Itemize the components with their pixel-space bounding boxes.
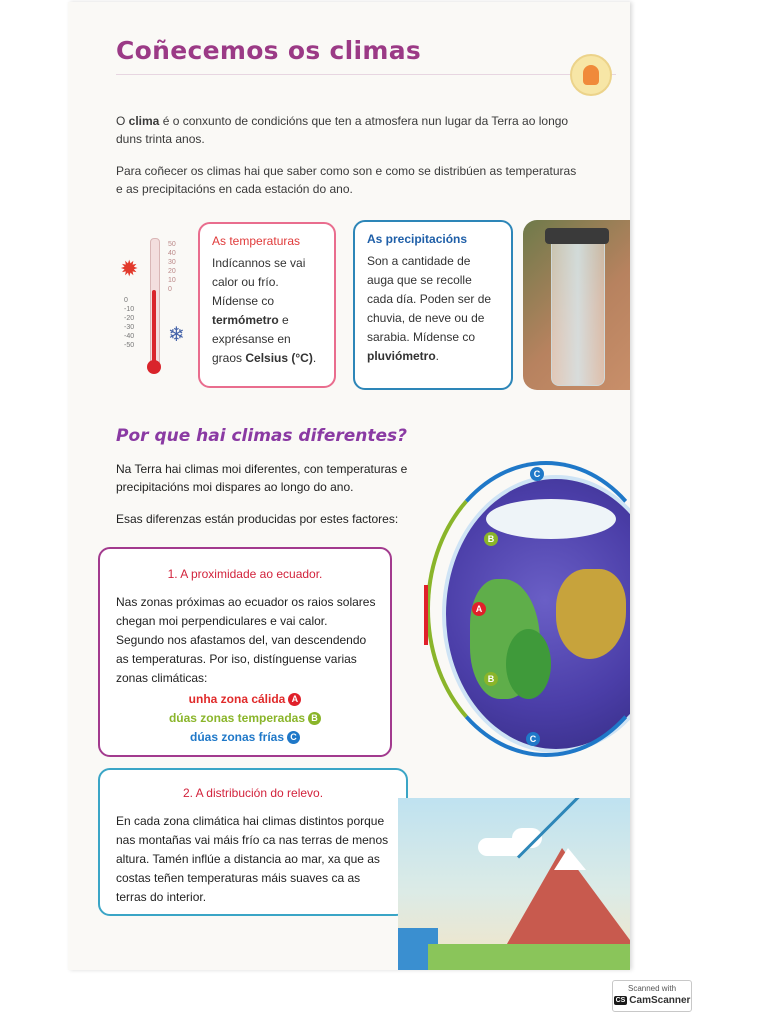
- thermometer-illustration: [116, 230, 198, 380]
- why-paragraph-2: Esas diferenzas están producidas por estes factores:: [116, 512, 399, 526]
- temperatures-box: [198, 222, 336, 388]
- zone-b-marker: B: [308, 712, 321, 725]
- factor-equator-box: [98, 547, 392, 757]
- scale-tick: 10: [168, 277, 176, 284]
- scanner-caption: Scanned with: [627, 984, 677, 993]
- precipitation-heading: As precipitacións: [367, 232, 468, 246]
- title-divider: [116, 74, 616, 75]
- globe-marker-b-top: B: [484, 532, 498, 546]
- intro-1-before: O: [116, 114, 129, 128]
- scale-tick: 0: [168, 286, 172, 293]
- badge-figure-icon: [583, 65, 599, 85]
- temperatures-text-1: Indícannos se vai calor ou frío. Mídense co: [212, 256, 306, 308]
- globe-marker-c-top: C: [530, 467, 544, 481]
- scale-tick: -50: [124, 342, 135, 349]
- zone-cold: [100, 728, 390, 747]
- intro-paragraph-2: Para coñecer os climas hai que saber como son e como se distribúen as temperaturas e as precipitacións en cada estación do ano.: [116, 164, 577, 196]
- lowland-area: [428, 944, 630, 970]
- mountain-illustration: [398, 798, 630, 970]
- why-heading: Por que hai climas diferentes?: [116, 426, 408, 446]
- mountain-snowcap: [554, 848, 586, 870]
- scanner-logo-icon: CS: [615, 997, 626, 1004]
- textbook-page: [68, 2, 630, 970]
- rain-gauge-cap: [545, 228, 609, 244]
- precipitation-text: [367, 252, 499, 366]
- corner-badge-icon: [570, 54, 612, 96]
- precipitation-text-2: .: [435, 349, 440, 363]
- factor-2-text: En cada zona climática hai climas distintos porque nas montañas vai máis frío ca nas terras de menos altura. Tamén inflúe a distancia ao mar, xa que as costas teñen temperaturas máis suaves ca as terras do interior.: [116, 814, 389, 904]
- factor-2-heading: 2. A distribución do relevo.: [182, 786, 324, 800]
- climate-zones-list: [100, 690, 390, 747]
- page-title: Coñecemos os climas: [116, 36, 422, 65]
- thermometer-hot-scale: [168, 240, 176, 294]
- scale-tick: -10: [124, 306, 135, 313]
- precipitation-box: [353, 220, 513, 390]
- globe-marker-c-bottom: C: [526, 732, 540, 746]
- scale-tick: -30: [124, 324, 135, 331]
- intro-1-after: é o conxunto de condicións que ten a atmosfera nun lugar da Terra ao longo duns trinta anos.: [116, 114, 569, 146]
- thermometer-bulb: [147, 360, 161, 374]
- zone-a-marker: A: [288, 693, 301, 706]
- globe-marker-b-bottom: B: [484, 672, 498, 686]
- scale-tick: -40: [124, 333, 135, 340]
- factor-1-heading: 1. A proximidade ao ecuador.: [167, 567, 323, 581]
- scanner-brand: [613, 995, 691, 1006]
- why-paragraph-1: Na Terra hai climas moi diferentes, con temperaturas e precipitacións moi dispares ao longo do ano.: [116, 462, 408, 494]
- zone-temperate: [100, 709, 390, 728]
- temperatures-keyword-celsius: Celsius (°C): [245, 351, 313, 365]
- zone-cold-label: dúas zonas frías: [189, 730, 285, 744]
- factor-1-text: Nas zonas próximas ao ecuador os raios solares chegan moi perpendiculares e vai calor. Segundo nos afastamos del, van descendendo as temperaturas. Por iso, distínguense varias zonas climáticas:: [116, 595, 376, 685]
- scanner-watermark: [612, 980, 692, 1012]
- rain-gauge-photo: [523, 220, 630, 390]
- globe-marker-a: A: [472, 602, 486, 616]
- zone-warm-label: unha zona cálida: [188, 692, 286, 706]
- temperatures-text: [212, 254, 322, 368]
- scanner-brand-name: CamScanner: [629, 995, 691, 1006]
- temperatures-heading: As temperaturas: [212, 234, 301, 248]
- cold-zone-arc-bottom: [426, 461, 630, 757]
- intro-1-keyword: clima: [128, 114, 160, 128]
- scale-tick: 30: [168, 259, 176, 266]
- temperatures-text-3: .: [312, 351, 317, 365]
- precipitation-keyword-pluviometer: pluviómetro: [367, 349, 436, 363]
- snowflake-icon: ❄: [168, 324, 185, 346]
- intro-paragraph-1: [116, 112, 586, 148]
- factor-relief-box: [98, 768, 408, 916]
- globe-illustration: [408, 457, 630, 757]
- temperatures-keyword-thermometer: termómetro: [212, 313, 279, 327]
- zone-c-marker: C: [287, 731, 300, 744]
- zone-warm: [100, 690, 390, 709]
- rain-gauge-glass: [551, 234, 605, 386]
- warm-zone-band: [424, 585, 428, 645]
- scale-tick: -20: [124, 315, 135, 322]
- sun-icon: ✹: [120, 256, 139, 281]
- scale-tick: 40: [168, 250, 176, 257]
- scale-tick: 0: [124, 297, 128, 304]
- temperatures-text-2: e exprésanse en graos: [212, 313, 291, 365]
- precipitation-text-1: Son a cantidade de auga que se recolle cada día. Poden ser de chuvia, de neve ou de sarabia. Mídense co: [367, 254, 492, 344]
- scale-tick: 50: [168, 241, 176, 248]
- zone-temperate-label: dúas zonas temperadas: [168, 711, 306, 725]
- thermometer-mercury: [152, 290, 156, 364]
- scale-tick: 20: [168, 268, 176, 275]
- thermometer-cold-scale: [124, 296, 134, 350]
